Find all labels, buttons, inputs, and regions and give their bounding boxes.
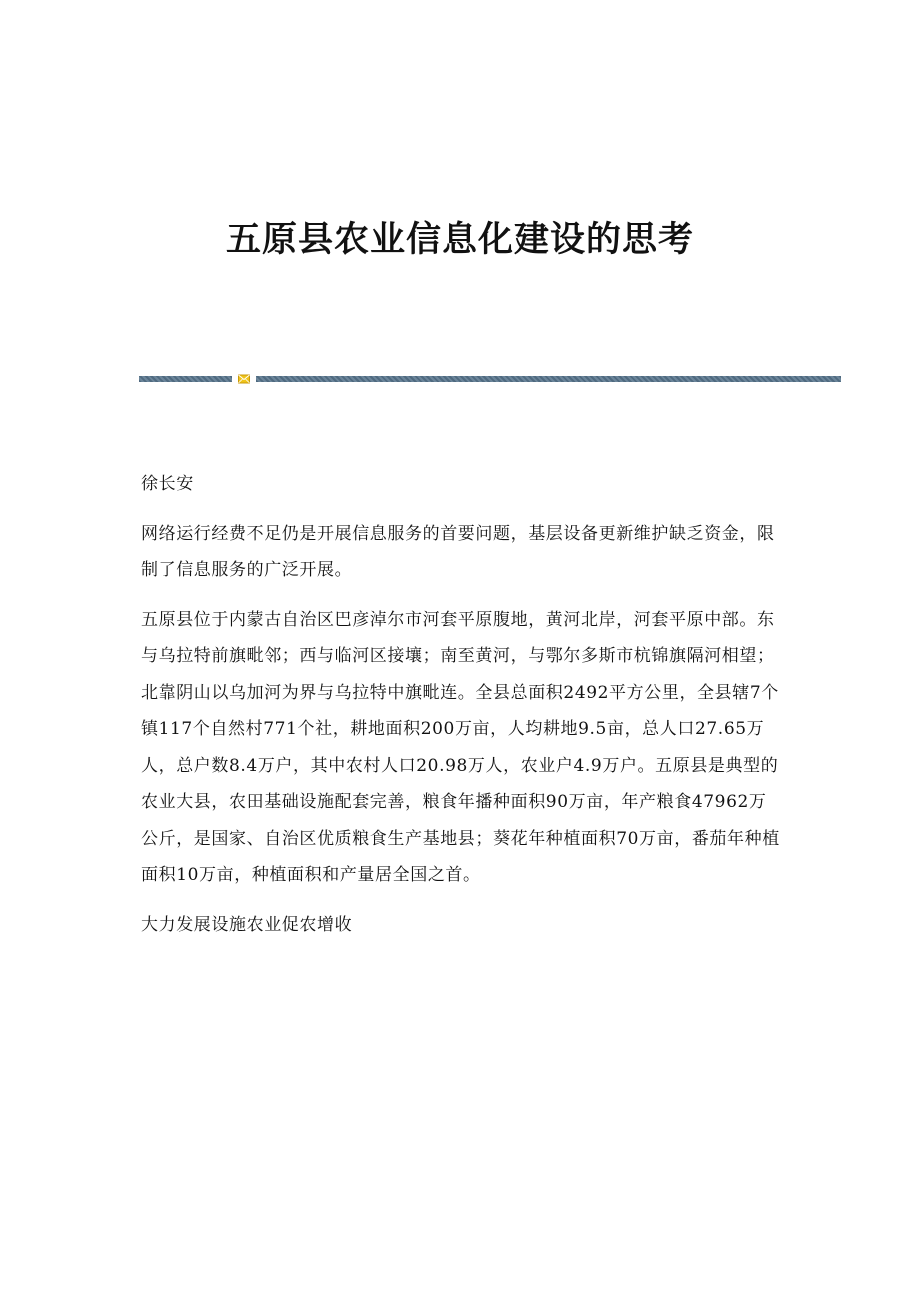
divider-bar-left — [139, 376, 232, 382]
divider-bar-right — [256, 376, 841, 382]
paragraph-2: 五原县位于内蒙古自治区巴彦淖尔市河套平原腹地，黄河北岸，河套平原中部。东与乌拉特前旗毗邻；西与临河区接壤；南至黄河，与鄂尔多斯市杭锦旗隔河相望；北靠阴山以乌加河为界与乌拉特中旗毗连。全县总面积2492平方公里，全县辖7个镇117个自然村771个社，耕地面积200万亩，人均耕地9.5亩，总人口27.65万人，总户数8.4万户，其中农村人口20.98万人，农业户4.9万户。五原县是典型的农业大县，农田基础设施配套完善，粮食年播种面积90万亩，年产粮食47962万公斤，是国家、自治区优质粮食生产基地县；葵花年种植面积70万亩，番茄年种植面积10万亩，种植面积和产量居全国之首。 — [141, 609, 780, 885]
author-name: 徐长安 — [141, 474, 194, 494]
document-title: 五原县农业信息化建设的思考 — [225, 219, 694, 260]
title-divider — [139, 373, 841, 385]
document-body — [141, 466, 781, 956]
envelope-icon — [238, 373, 250, 385]
paragraph-1: 网络运行经费不足仍是开展信息服务的首要问题，基层设备更新维护缺乏资金，限制了信息服务的广泛开展。 — [141, 523, 775, 580]
section-heading: 大力发展设施农业促农增收 — [141, 914, 353, 935]
